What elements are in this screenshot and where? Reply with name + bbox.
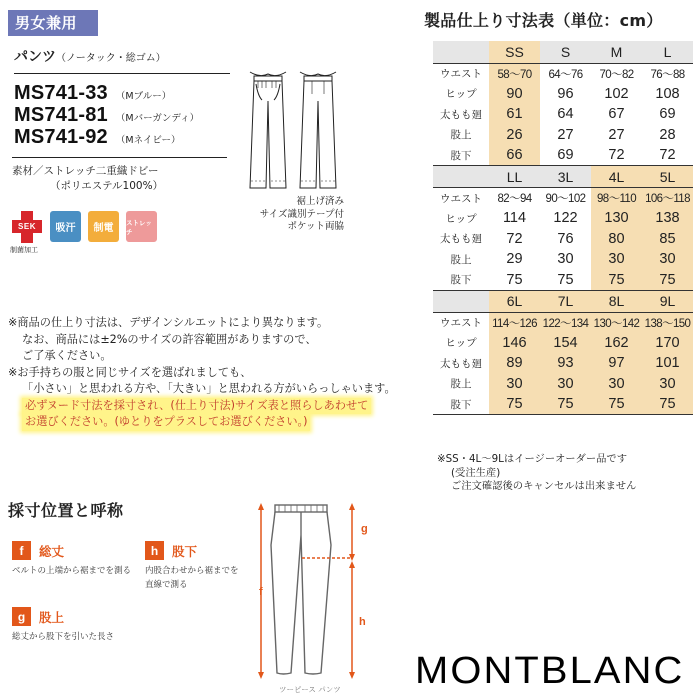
table-row: [433, 249, 693, 270]
table-cell: 130: [591, 208, 642, 229]
caption-size-tape: サイズ識別テープ付: [259, 208, 344, 220]
row-label: 股上: [450, 129, 472, 142]
table-row: [433, 353, 693, 374]
guide-desc: ベルトの上端から裾までを測る: [12, 566, 132, 576]
table-cell: 64: [557, 106, 574, 123]
row-label: 股下: [433, 270, 489, 291]
product-code: MS741-33: [14, 82, 108, 104]
sek-antibacterial-icon: [11, 211, 43, 255]
table-cell: 30: [642, 374, 693, 395]
size-header: S: [540, 41, 591, 63]
table-row: [433, 125, 693, 146]
table-cell: 82〜94: [497, 193, 532, 205]
table-cell: 75: [642, 394, 693, 415]
guide-item-f: [12, 541, 131, 578]
row-label: ウエスト: [440, 317, 482, 329]
pants-measurement-icon: [255, 495, 375, 685]
unisex-badge: 男女兼用: [8, 10, 98, 36]
row-label: 股下: [433, 145, 489, 166]
caption-pockets: ポケット両脇: [287, 221, 344, 232]
size-table: [433, 41, 693, 415]
table-row: [433, 63, 693, 84]
product-name: [14, 46, 166, 66]
size-header: 7L: [540, 290, 591, 312]
table-cell: 96: [557, 85, 574, 102]
table-cell: 72: [506, 230, 523, 247]
guide-name: 股下: [172, 543, 198, 559]
guide-item-g: [12, 607, 114, 644]
table-cell: 28: [659, 126, 676, 143]
size-header-row: [433, 290, 693, 312]
table-cell: 75: [591, 270, 642, 291]
table-cell: 27: [608, 126, 625, 143]
table-cell: 122〜134: [540, 312, 591, 333]
product-code-row: [14, 104, 199, 126]
table-cell: 29: [506, 251, 523, 268]
size-header: L: [642, 41, 693, 63]
size-header-row: [433, 41, 693, 63]
product-code: MS741-92: [14, 126, 108, 148]
size-header-row: [433, 166, 693, 188]
feature-icons: [11, 211, 157, 255]
table-row: [433, 312, 693, 333]
label-f: f: [259, 586, 263, 598]
guide-item-h: [145, 541, 239, 592]
row-label: ヒップ: [445, 88, 477, 101]
footnote-line: (受注生産): [451, 466, 501, 479]
antistatic-icon: 制電: [88, 211, 119, 242]
table-cell: 72: [591, 145, 642, 166]
row-label: 股下: [433, 394, 489, 415]
table-row: [433, 188, 693, 209]
size-header: 8L: [591, 290, 642, 312]
table-cell: 80: [591, 229, 642, 250]
table-cell: 93: [540, 353, 591, 374]
table-cell: 162: [591, 333, 642, 354]
table-cell: 130〜142: [591, 312, 642, 333]
size-header: 9L: [642, 290, 693, 312]
caption-hemmed: 裾上げ済み: [296, 196, 344, 207]
table-cell: 58〜70: [489, 63, 540, 84]
table-cell: 27: [557, 126, 574, 143]
table-cell: 26: [489, 125, 540, 146]
note-highlight: お選びください。(ゆとりをプラスしてお選びください。): [22, 414, 310, 431]
table-cell: 102: [604, 85, 629, 102]
material-info: [12, 164, 163, 194]
table-cell: 108: [655, 85, 680, 102]
row-label: 太もも廻: [440, 233, 482, 246]
size-header: SS: [489, 41, 540, 63]
table-cell: 89: [489, 353, 540, 374]
sizing-notes: [8, 315, 396, 431]
table-cell: 61: [489, 104, 540, 125]
divider: [14, 73, 230, 74]
guide-letter-g: g: [12, 607, 31, 626]
guide-letter-h: h: [145, 541, 164, 560]
table-cell: 30: [557, 251, 574, 268]
row-label: 太もも廻: [440, 108, 482, 121]
table-cell: 90: [489, 84, 540, 105]
table-cell: 30: [591, 249, 642, 270]
note-line: ご了承ください。: [22, 349, 112, 362]
sek-logo-text: SEK: [18, 222, 36, 231]
sek-caption: 制菌加工: [10, 246, 38, 254]
row-label: 股上: [450, 378, 472, 391]
product-code-row: [14, 82, 199, 104]
table-cell: 30: [591, 374, 642, 395]
note-line: ※商品の仕上り寸法は、デザインシルエットにより異なります。: [8, 316, 329, 329]
guide-name: 股上: [39, 609, 65, 625]
pants-illustration: [246, 66, 346, 198]
sweat-absorb-icon: 吸汗: [50, 211, 81, 242]
table-cell: 76〜88: [650, 68, 685, 81]
product-codes: [14, 82, 199, 148]
table-cell: 30: [540, 374, 591, 395]
table-cell: 138〜150: [642, 312, 693, 333]
product-code-row: [14, 126, 199, 148]
size-header: 4L: [591, 166, 642, 188]
guide-desc: 総丈から股下を引いた長さ: [12, 632, 115, 642]
table-row: [433, 374, 693, 395]
table-cell: 75: [540, 394, 591, 415]
table-row: [433, 229, 693, 250]
illustration-captions: [244, 196, 344, 234]
row-label: 太もも廻: [440, 357, 482, 370]
table-cell: 66: [489, 145, 540, 166]
row-label: 股上: [450, 253, 472, 266]
guide-desc-line: 内股合わせから裾までを: [145, 566, 239, 576]
brand-logo: MONTBLANC: [415, 650, 685, 692]
table-row: [433, 270, 693, 291]
table-cell: 101: [642, 353, 693, 374]
product-color: （Mブルー）: [115, 91, 172, 102]
product-color: （Mバーガンディ）: [115, 113, 200, 124]
table-row: [433, 394, 693, 415]
material-composition: （ポリエステル100%）: [50, 180, 164, 192]
table-row: [433, 84, 693, 105]
table-cell: 122: [553, 210, 578, 227]
row-label: ヒップ: [445, 212, 477, 225]
table-cell: 64〜76: [548, 68, 583, 81]
guide-title: 採寸位置と呼称: [8, 501, 124, 520]
label-h: h: [359, 616, 366, 628]
table-cell: 30: [642, 249, 693, 270]
size-header: 3L: [540, 166, 591, 188]
table-cell: 67: [608, 106, 625, 123]
row-label: ヒップ: [445, 337, 477, 350]
note-line: 「小さい」と思われる方や、「大きい」と思われる方がいらっしゃいます。: [22, 382, 396, 395]
table-cell: 70〜82: [599, 68, 634, 81]
pants-front-back-icon: [246, 66, 346, 194]
note-line: なお、商品には±2%のサイズの許容範囲がありますので、: [22, 332, 317, 346]
table-row: [433, 333, 693, 354]
guide-desc-line: 直線で測る: [145, 580, 188, 590]
material-line: 素材／ストレッチ二重織ドビー: [12, 165, 159, 177]
table-row: [433, 145, 693, 166]
product-name-sub: （ノータック・総ゴム）: [56, 53, 166, 64]
product-code: MS741-81: [14, 104, 108, 126]
table-cell: 75: [540, 270, 591, 291]
note-line: ※お手持ちの服と同じサイズを選ばれましても、: [8, 365, 252, 379]
size-header: LL: [489, 166, 540, 188]
table-row: [433, 104, 693, 125]
guide-letter-f: f: [12, 541, 31, 560]
table-cell: 30: [489, 374, 540, 395]
table-cell: 75: [489, 270, 540, 291]
table-cell: 146: [489, 333, 540, 354]
product-name-main: パンツ: [14, 49, 56, 65]
table-cell: 75: [591, 394, 642, 415]
table-cell: 98〜110: [591, 188, 642, 209]
table-cell: 170: [642, 333, 693, 354]
table-cell: 85: [642, 229, 693, 250]
row-label: ウエスト: [440, 192, 482, 205]
table-cell: 69: [659, 106, 676, 123]
table-cell: 72: [642, 145, 693, 166]
table-cell: 75: [642, 270, 693, 291]
table-cell: 90〜102: [545, 193, 586, 205]
size-header: 5L: [642, 166, 693, 188]
table-cell: 114〜126: [489, 312, 540, 333]
measurement-diagram: [255, 495, 375, 689]
table-footnote: [437, 453, 636, 494]
footnote-line: ※SS・4L〜9Lはイージーオーダー品です: [437, 453, 628, 465]
footnote-line: ご注文確認後のキャンセルは出来ません: [451, 480, 637, 492]
note-highlight: 必ずヌード寸法を採寸され、(仕上り寸法)サイズ表と照らしあわせて: [22, 398, 371, 415]
table-cell: 154: [540, 333, 591, 354]
table-cell: 106〜118: [642, 188, 693, 209]
table-row: [433, 208, 693, 229]
table-cell: 76: [557, 230, 574, 247]
guide-name: 総丈: [39, 543, 65, 559]
table-cell: 138: [642, 208, 693, 229]
size-table-title: 製品仕上り寸法表（単位：cm）: [424, 11, 663, 30]
table-cell: 75: [489, 394, 540, 415]
size-header: 6L: [489, 290, 540, 312]
stretch-icon: ストレッチ: [126, 211, 157, 242]
table-cell: 97: [591, 353, 642, 374]
table-cell: 114: [502, 210, 527, 227]
table-cell: 69: [540, 145, 591, 166]
size-header: M: [591, 41, 642, 63]
row-label: ウエスト: [440, 68, 482, 80]
product-color: （Mネイビー）: [115, 135, 181, 146]
diagram-caption: ツーピース パンツ: [279, 685, 341, 694]
guide-desc: [145, 564, 239, 592]
label-g: g: [361, 523, 368, 535]
divider: [12, 157, 227, 158]
